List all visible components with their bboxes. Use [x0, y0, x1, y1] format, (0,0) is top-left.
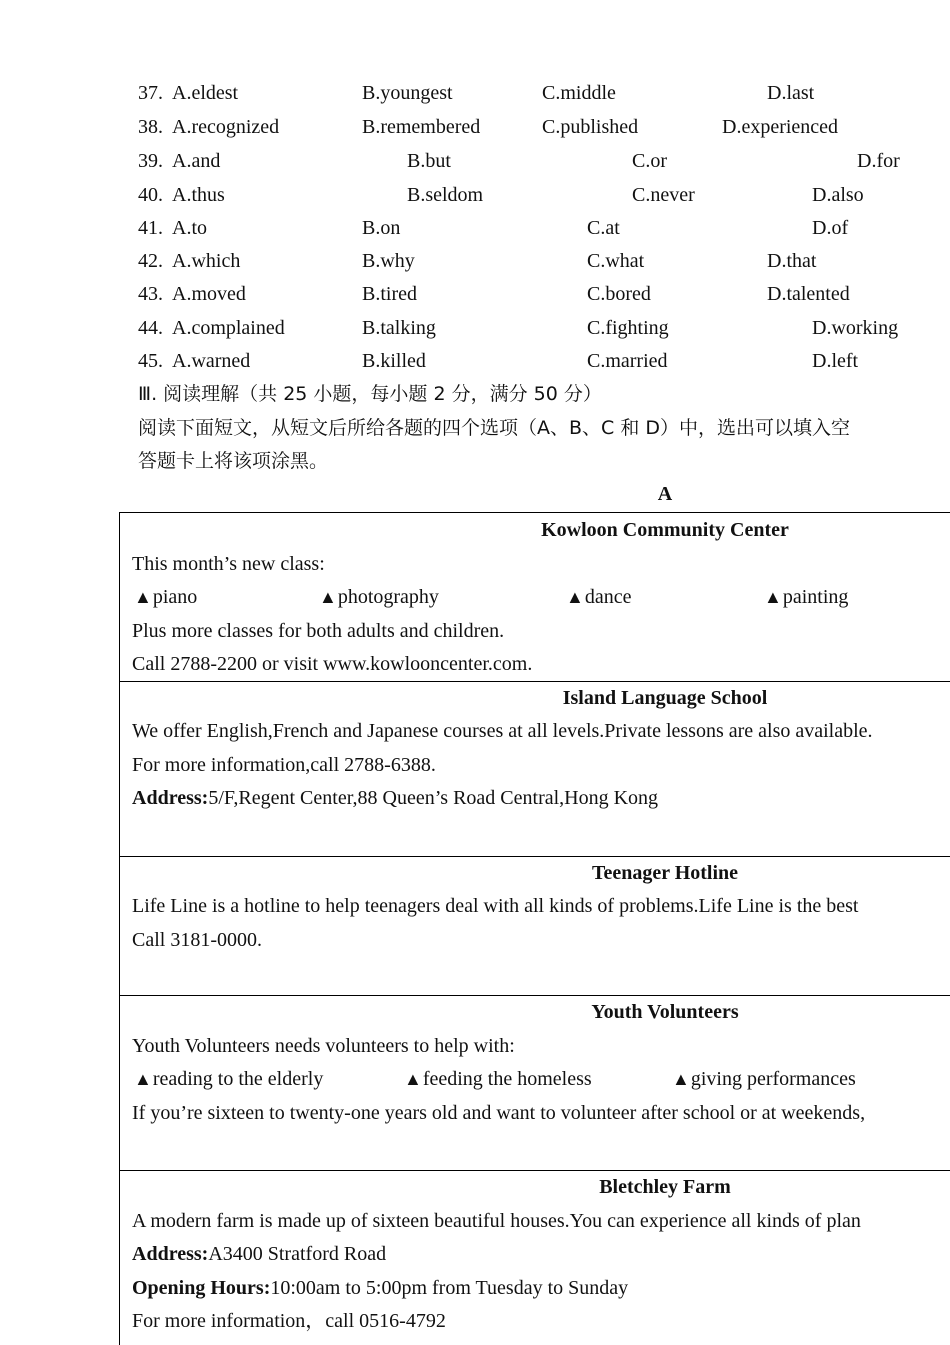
ad-title: Teenager Hotline [591, 862, 739, 884]
task-label: reading to the elderly [152, 1068, 324, 1090]
option-b: B.why [362, 250, 415, 272]
option-a: A.to [172, 217, 207, 239]
ad-kowloon-community-center [119, 512, 950, 682]
question-number: 39. [138, 150, 163, 172]
question-37 [0, 83, 950, 113]
section-instruction-line-1: 阅读下面短文，从短文后所给各题的四个选项（A、B、C 和 D）中，选出可以填入空 [138, 417, 851, 439]
ad-line: Life Line is a hotline to help teenagers deal with all kinds of problems.Life Line is the best [132, 895, 859, 917]
option-d: D.for [857, 150, 900, 172]
triangle-bullet-icon: ▲ [672, 1069, 690, 1089]
ad-contact: For more information，call 0516-4792 [132, 1310, 446, 1332]
ad-title: Island Language School [562, 687, 768, 709]
ad-line: We offer English,French and Japanese courses at all levels.Private lessons are also available. [132, 720, 873, 742]
ad-bletchley-farm [119, 1170, 950, 1345]
option-a: A.moved [172, 283, 246, 305]
option-d: D.working [812, 317, 899, 339]
question-40 [0, 185, 950, 215]
option-b: B.tired [362, 283, 417, 305]
question-number: 44. [138, 317, 163, 339]
option-d: D.of [812, 217, 849, 239]
ad-line: If you’re sixteen to twenty-one years old and want to volunteer after school or at weekends, [132, 1102, 866, 1124]
ad-title: Kowloon Community Center [541, 519, 789, 541]
option-a: A.and [172, 150, 221, 172]
triangle-bullet-icon: ▲ [404, 1069, 422, 1089]
option-a: A.warned [172, 350, 251, 372]
task-label: feeding the homeless [422, 1068, 592, 1090]
question-number: 43. [138, 283, 163, 305]
option-d: D.that [767, 250, 817, 272]
option-b: B.youngest [362, 82, 453, 104]
section-instruction-line-2: 答题卡上将该项涂黑。 [138, 450, 329, 472]
triangle-bullet-icon: ▲ [566, 587, 584, 607]
triangle-bullet-icon: ▲ [319, 587, 337, 607]
option-d: D.last [767, 82, 815, 104]
ad-intro: This month’s new class: [132, 553, 325, 575]
option-a: A.recognized [172, 116, 280, 138]
class-item-photography [319, 587, 439, 607]
task-item-performances [672, 1069, 856, 1089]
class-label: photography [337, 586, 439, 608]
question-42 [0, 251, 950, 281]
question-number: 41. [138, 217, 163, 239]
class-label: piano [152, 586, 198, 608]
section-heading: Ⅲ. 阅读理解（共 25 小题，每小题 2 分，满分 50 分） [138, 383, 602, 405]
question-number: 38. [138, 116, 163, 138]
option-d: D.experienced [722, 116, 839, 138]
address-label: Address: [132, 1243, 209, 1265]
ad-island-language-school [119, 681, 950, 857]
option-b: B.on [362, 217, 401, 239]
hours-value: 10:00am to 5:00pm from Tuesday to Sunday [270, 1277, 629, 1299]
question-38 [0, 117, 950, 147]
option-c: C.never [632, 184, 695, 206]
option-b: B.talking [362, 317, 436, 339]
question-44 [0, 318, 950, 348]
ad-contact: Call 3181-0000. [132, 929, 262, 951]
option-c: C.what [587, 250, 645, 272]
class-item-dance [566, 587, 631, 607]
option-d: D.also [812, 184, 864, 206]
address-value: 5/F,Regent Center,88 Queen’s Road Central,Hong Kong [208, 787, 659, 809]
ad-title: Bletchley Farm [599, 1176, 731, 1198]
ad-youth-volunteers [119, 995, 950, 1171]
triangle-bullet-icon: ▲ [134, 587, 152, 607]
option-b: B.seldom [407, 184, 484, 206]
triangle-bullet-icon: ▲ [764, 587, 782, 607]
ad-opening-hours [132, 1278, 628, 1298]
option-a: A.complained [172, 317, 285, 339]
passage-letter: A [657, 483, 673, 505]
question-number: 37. [138, 82, 163, 104]
question-number: 45. [138, 350, 163, 372]
option-a: A.thus [172, 184, 225, 206]
option-c: C.published [542, 116, 639, 138]
option-d: D.left [812, 350, 859, 372]
address-label: Address: [132, 787, 209, 809]
ad-intro: Youth Volunteers needs volunteers to help with: [132, 1035, 515, 1057]
option-b: B.killed [362, 350, 426, 372]
ad-title: Youth Volunteers [591, 1001, 739, 1023]
address-value: A3400 Stratford Road [208, 1243, 387, 1265]
hours-label: Opening Hours: [132, 1277, 271, 1299]
triangle-bullet-icon: ▲ [134, 1069, 152, 1089]
question-41 [0, 218, 950, 248]
task-item-reading [134, 1069, 323, 1089]
option-d: D.talented [767, 283, 850, 305]
class-label: painting [782, 586, 849, 608]
option-b: B.but [407, 150, 451, 172]
ad-address [132, 788, 658, 808]
class-label: dance [584, 586, 632, 608]
option-c: C.at [587, 217, 620, 239]
ad-teenager-hotline [119, 856, 950, 996]
question-43 [0, 284, 950, 314]
question-39 [0, 151, 950, 181]
task-item-feeding [404, 1069, 592, 1089]
option-c: C.bored [587, 283, 651, 305]
question-number: 42. [138, 250, 163, 272]
task-label: giving performances [690, 1068, 856, 1090]
option-a: A.which [172, 250, 241, 272]
class-item-piano [134, 587, 197, 607]
class-item-painting [764, 587, 848, 607]
option-c: C.middle [542, 82, 616, 104]
question-45 [0, 351, 950, 381]
option-c: C.or [632, 150, 667, 172]
option-c: C.fighting [587, 317, 669, 339]
option-c: C.married [587, 350, 668, 372]
ad-contact: Call 2788-2200 or visit www.kowlooncenter.com. [132, 653, 533, 675]
question-number: 40. [138, 184, 163, 206]
ad-address [132, 1244, 386, 1264]
ad-contact: For more information,call 2788-6388. [132, 754, 436, 776]
ad-line: A modern farm is made up of sixteen beautiful houses.You can experience all kinds of plan [132, 1210, 861, 1232]
ad-line: Plus more classes for both adults and children. [132, 620, 505, 642]
option-a: A.eldest [172, 82, 239, 104]
option-b: B.remembered [362, 116, 481, 138]
